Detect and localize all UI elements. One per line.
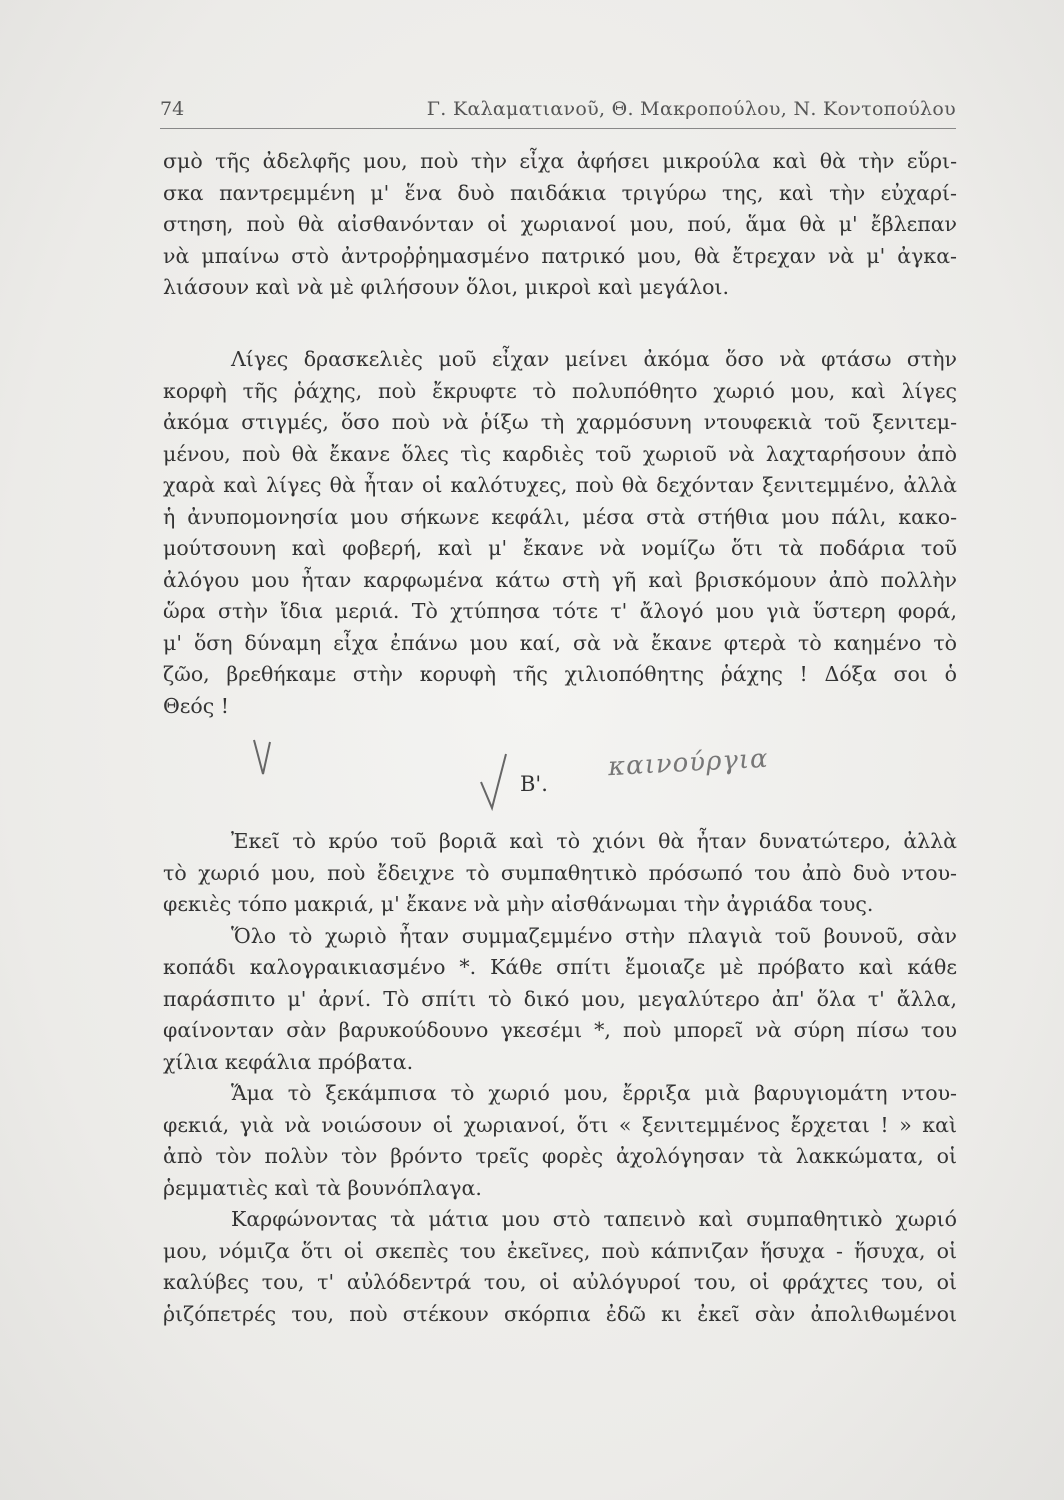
text-line: ἀπὸ τὸν πολὺν τὸν βρόντο τρεῖς φορὲς ἀχολόγησαν τὰ λακκώματα, οἱ <box>163 1144 957 1168</box>
text-line: νὰ μπαίνω στὸ ἀντροῤῥημασμένο πατρικό μου, θὰ ἔτρεχαν νὰ μ' ἀγκα- <box>163 243 957 268</box>
text-line: σκα παντρεμμένη μ' ἕνα δυὸ παιδάκια τριγύρω της, καὶ τὴν εὐχαρί- <box>163 180 957 205</box>
text-line: Ἐκεῖ τὸ κρύο τοῦ βοριᾶ καὶ τὸ χιόνι θὰ ἦταν δυνατώτερο, ἀλλὰ <box>231 829 957 853</box>
text-line: μ' ὅση δύναμη εἶχα ἐπάνω μου καί, σὰ νὰ ἔκανε φτερὰ τὸ καημένο τὸ <box>163 630 957 655</box>
text-line: σμὸ τῆς ἀδελφῆς μου, ποὺ τὴν εἶχα ἀφήσει μικρούλα καὶ θὰ τὴν εὕρι- <box>163 149 957 173</box>
text-line: χίλια κεφάλια πρόβατα. <box>163 1049 414 1074</box>
text-line: κοπάδι καλογραικιασμένο *. Κάθε σπίτι ἔμοιαζε μὲ πρόβατο καὶ κάθε <box>163 955 957 979</box>
text-line: παράσπιτο μ' ἀρνί. Τὸ σπίτι τὸ δικό μου, μεγαλύτερο ἀπ' ὅλα τ' ἄλλα, <box>163 986 957 1011</box>
text-line: ὥρα στὴν ἴδια μεριά. Τὸ χτύπησα τότε τ' ἄλογό μου γιὰ ὕστερη φορά, <box>163 599 957 623</box>
checkmark-icon <box>250 736 280 780</box>
text-line: ῥιζόπετρές του, ποὺ στέκουν σκόρπια ἐδῶ κι ἐκεῖ σὰν ἀπολιθωμένοι <box>163 1301 957 1326</box>
paragraph-2 <box>163 344 957 722</box>
paragraph-1 <box>163 146 957 304</box>
text-line: χαρὰ καὶ λίγες θὰ ἦταν οἱ καλότυχες, ποὺ θὰ δεχόνταν ξενιτεμμένο, ἀλλὰ <box>163 473 957 497</box>
text-line: μένου, ποὺ θὰ ἔκανε ὅλες τὶς καρδιὲς τοῦ χωριοῦ νὰ λαχταρήσουν ἀπὸ <box>163 441 957 466</box>
text-line: τὸ χωριό μου, ποὺ ἔδειχνε τὸ συμπαθητικὸ πρόσωπό του ἀπὸ δυὸ ντου- <box>163 860 957 885</box>
text-line: μου, νόμιζα ὅτι οἱ σκεπὲς του ἐκεῖνες, ποὺ κάπνιζαν ἥσυχα - ἥσυχα, οἱ <box>163 1238 957 1263</box>
text-line: ἀκόμα στιγμές, ὅσο ποὺ νὰ ῥίξω τὴ χαρμόσυνη ντουφεκιὰ τοῦ ξενιτεμ- <box>163 410 957 434</box>
text-line: στηση, ποὺ θὰ αἰσθανόνταν οἱ χωριανοί μου, πού, ἅμα θὰ μ' ἔβλεπαν <box>163 212 957 236</box>
section-heading: Β'. <box>520 772 548 796</box>
page-number: 74 <box>160 98 185 120</box>
running-head: Γ. Καλαματιανοῦ, Θ. Μακροπούλου, Ν. Κοντοπούλου <box>426 98 956 120</box>
text-line: λιάσουν καὶ νὰ μὲ φιλήσουν ὅλοι, μικροὶ καὶ μεγάλοι. <box>163 275 729 299</box>
text-line: φεκιὲς τόπο μακριά, μ' ἔκανε νὰ μὴν αἰσθάνωμαι τὴν ἀγριάδα τους. <box>163 892 874 916</box>
text-line: Θεός ! <box>163 693 230 718</box>
text-line: κορφὴ τῆς ῥάχης, ποὺ ἔκρυφτε τὸ πολυπόθητο χωριό μου, καὶ λίγες <box>163 378 957 403</box>
text-line: Ἅμα τὸ ξεκάμπισα τὸ χωριό μου, ἔρριξα μιὰ βαρυγιομάτη ντου- <box>231 1081 957 1105</box>
text-line: φεκιά, γιὰ νὰ νοιώσουν οἱ χωριανοί, ὅτι « ξενιτεμμένος ἔρχεται ! » καὶ <box>163 1112 957 1137</box>
text-line: φαίνονταν σὰν βαρυκούδουνο γκεσέμι *, ποὺ μπορεῖ νὰ σύρη πίσω του <box>163 1018 957 1042</box>
text-line: καλύβες του, τ' αὐλόδεντρά του, οἱ αὐλόγυροί του, οἱ φράχτες του, οἱ <box>163 1270 957 1294</box>
text-line: Καρφώνοντας τὰ μάτια μου στὸ ταπεινὸ καὶ συμπαθητικὸ χωριό <box>231 1207 957 1231</box>
text-line: Λίγες δρασκελιὲς μοῦ εἶχαν μείνει ἀκόμα ὅσο νὰ φτάσω στὴν <box>231 347 957 371</box>
text-line: ἡ ἀνυπομονησία μου σήκωνε κεφάλι, μέσα στὰ στήθια μου πάλι, κακο- <box>163 504 957 529</box>
checkmark-icon <box>478 752 512 812</box>
text-line: ζῶο, βρεθήκαμε στὴν κορυφὴ τῆς χιλιοπόθητης ῥάχης ! Δόξα σοι ὁ <box>163 662 957 686</box>
text-line: ἀλόγου μου ἦταν καρφωμένα κάτω στὴ γῆ καὶ βρισκόμουν ἀπὸ πολλὴν <box>163 567 957 592</box>
handwritten-note: καινούργια <box>607 743 770 783</box>
text-line: ῥεμματιὲς καὶ τὰ βουνόπλαγα. <box>163 1175 482 1200</box>
header-rule <box>160 128 956 129</box>
text-line: Ὅλο τὸ χωριὸ ἦταν συμμαζεμμένο στὴν πλαγιὰ τοῦ βουνοῦ, σὰν <box>231 923 957 948</box>
page-header <box>160 96 956 130</box>
text-line: μούτσουνη καὶ φοβερή, καὶ μ' ἔκανε νὰ νομίζω ὅτι τὰ ποδάρια τοῦ <box>163 536 957 560</box>
paragraph-3 <box>163 826 957 1330</box>
